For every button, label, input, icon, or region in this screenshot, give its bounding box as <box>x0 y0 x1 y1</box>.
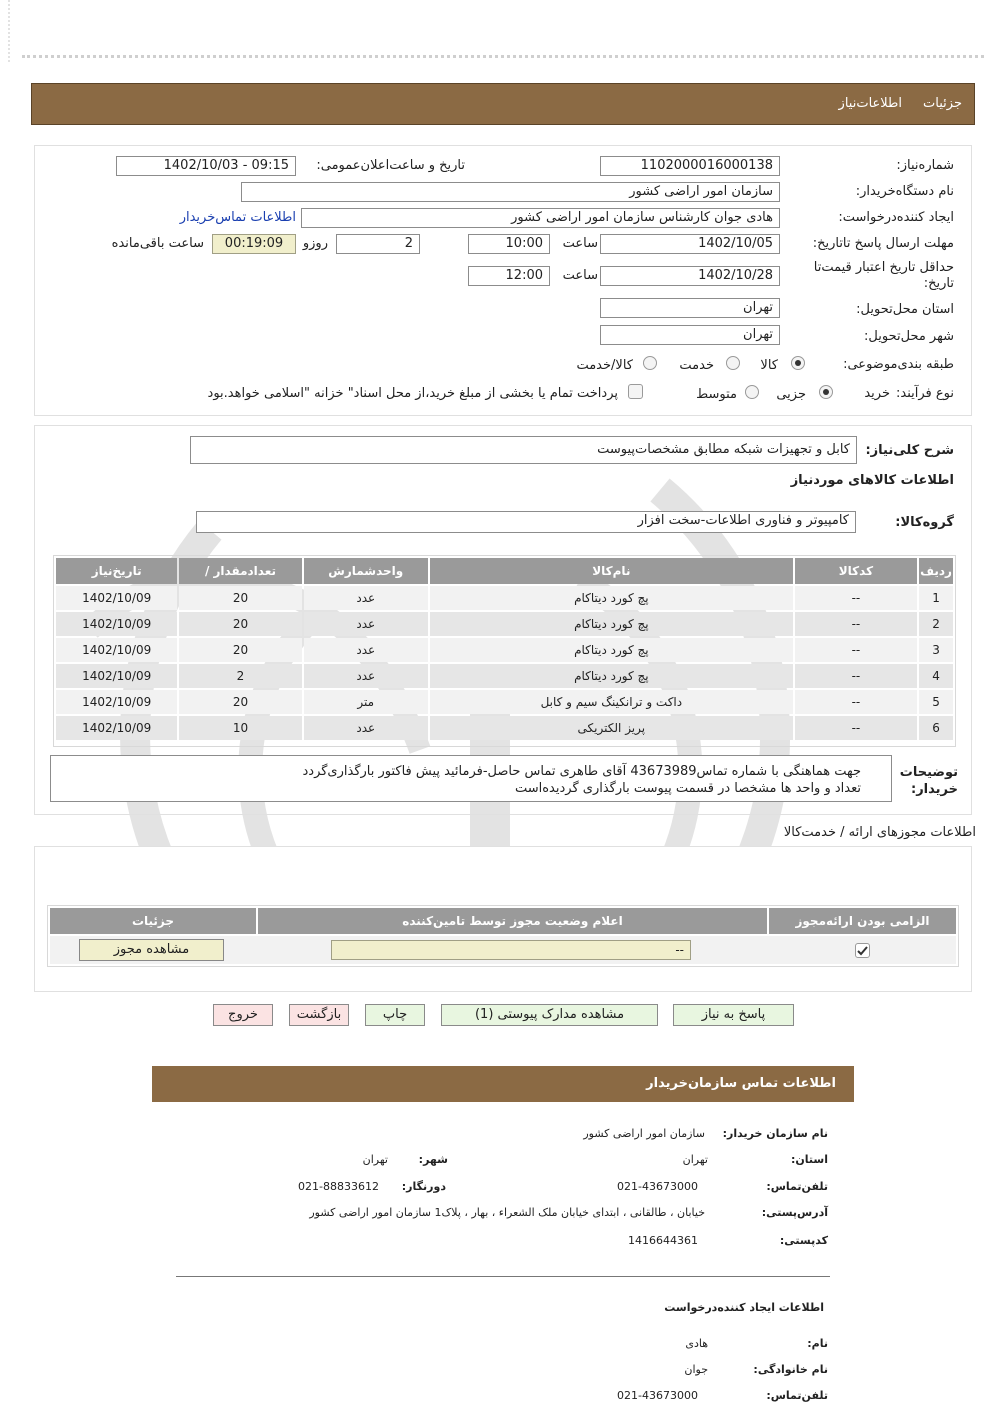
col-quantity: تعدادمقدار / <box>179 558 301 584</box>
print-button[interactable]: چاپ <box>365 1004 425 1026</box>
cell-quantity: 20 <box>179 612 301 636</box>
city-label: شهر محل‌تحویل: <box>864 329 954 344</box>
buyer-org-field: سازمان امور اراضی کشور <box>241 182 780 202</box>
col-name: نام‌کالا <box>430 558 793 584</box>
cell-unit: عدد <box>304 664 428 688</box>
treasury-payment-note: پرداخت تمام یا بخشی از مبلغ خرید،از محل اسناد" خزانه "اسلامی خواهد.بود <box>207 386 618 401</box>
process-medium-label: متوسط <box>696 387 737 402</box>
process-type-label: نوع فرآیند: <box>896 386 954 401</box>
cell-row: 1 <box>919 586 953 610</box>
cell-need-date: 1402/10/09 <box>56 638 177 662</box>
contact-divider <box>176 1276 830 1277</box>
cell-name: داکت و ترانکینگ سیم و کابل <box>430 690 793 714</box>
creator-label: ایجاد کننده‌درخواست: <box>838 210 954 225</box>
table-row <box>56 638 953 662</box>
contact-org-value: سازمان امور اراضی کشور <box>583 1127 705 1140</box>
category-goods-service-label: کالا/خدمت <box>576 358 633 373</box>
buyer-contact-link[interactable]: اطلاعات تماس‌خریدار <box>179 210 296 225</box>
buyer-notes-line-2: تعداد و واحد ها مشخصا در قسمت پیوست بارگذاری گردیده‌است <box>514 781 861 796</box>
col-permit-details: جزئیات <box>50 908 256 934</box>
cell-code: -- <box>795 716 917 740</box>
permit-required-checkbox <box>855 943 870 958</box>
table-row <box>56 612 953 636</box>
tab-details[interactable]: جزئیات <box>923 96 962 111</box>
cell-need-date: 1402/10/09 <box>56 612 177 636</box>
cell-unit: عدد <box>304 586 428 610</box>
goods-group-field: کامپیوتر و فناوری اطلاعات-سخت افزار <box>196 511 856 533</box>
remaining-time-label: ساعت باقی‌مانده <box>111 236 204 251</box>
contact-org-label: نام سازمان خریدار: <box>722 1127 828 1140</box>
cell-unit: عدد <box>304 716 428 740</box>
price-validity-label: حداقل تاریخ اعتبار قیمت‌تا تاریخ: <box>813 260 954 291</box>
reply-time-label: ساعت <box>562 236 598 251</box>
contact-province-value: تهران <box>682 1153 708 1166</box>
contact-province-label: استان: <box>791 1153 828 1166</box>
cell-row: 6 <box>919 716 953 740</box>
category-service-radio[interactable] <box>726 356 740 370</box>
creator-name-label: نام: <box>807 1337 828 1350</box>
announce-date-label: تاریخ و ساعت‌اعلان‌عمومی: <box>316 158 465 173</box>
contact-fax-label: دورنگار: <box>401 1180 446 1193</box>
creator-family-value: جوان <box>684 1363 708 1376</box>
treasury-payment-checkbox[interactable] <box>628 384 643 399</box>
price-validity-time-field: 12:00 <box>468 266 550 286</box>
cell-need-date: 1402/10/09 <box>56 586 177 610</box>
table-row <box>56 690 953 714</box>
cell-name: پچ کورد دیتاکام <box>430 612 793 636</box>
reply-deadline-label: مهلت ارسال پاسخ تا‌تاریخ: <box>812 236 954 251</box>
cell-quantity: 20 <box>179 586 301 610</box>
goods-table-frame <box>53 555 956 747</box>
permits-table <box>47 905 959 967</box>
cell-row: 2 <box>919 612 953 636</box>
cell-quantity: 20 <box>179 638 301 662</box>
buyer-notes-label: توضیحات خریدار: <box>899 765 958 797</box>
contact-fax-value: 021-88833612 <box>298 1180 379 1193</box>
checkmark-icon <box>856 944 869 957</box>
cell-name: پچ کورد دیتاکام <box>430 586 793 610</box>
category-goods-service-radio[interactable] <box>643 356 657 370</box>
buyer-contact-header <box>152 1066 854 1102</box>
category-service-label: خدمت <box>679 358 714 373</box>
page-title-bar <box>31 83 975 125</box>
buyer-org-label: نام دستگاه‌خریدار: <box>855 184 954 199</box>
buyer-contact-title: اطلاعات تماس سازمان‌خریدار <box>646 1076 836 1091</box>
category-label: طبقه بندی‌موضوعی: <box>843 357 954 372</box>
contact-address-value: خیابان ، طالقانی ، ابتدای خیابان ملک الشعراء ، بهار ، پلاک1 سازمان امور اراضی کشور <box>309 1206 705 1219</box>
contact-postal-label: کد‌پستی: <box>779 1234 828 1247</box>
contact-postal-value: 1416644361 <box>628 1234 698 1247</box>
creator-name-value: هادی <box>685 1337 708 1350</box>
buyer-notes-line-1: جهت هماهنگی با شماره تماس43673989 آقای طاهری تماس حاصل-فرمائید پیش فاکتور بارگذاری‌گردد <box>302 764 861 779</box>
reply-date-field: 1402/10/05 <box>600 234 780 254</box>
reply-to-need-button[interactable]: پاسخ به نیاز <box>673 1004 794 1026</box>
city-field: تهران <box>600 325 780 345</box>
contact-city-value: تهران <box>362 1153 388 1166</box>
process-partial-label: جزیی <box>776 387 806 402</box>
cell-quantity: 20 <box>179 690 301 714</box>
cell-unit: عدد <box>304 612 428 636</box>
cell-code: -- <box>795 638 917 662</box>
page-edge-decoration <box>8 0 10 62</box>
process-buy-label: خرید <box>864 386 890 401</box>
creator-family-label: نام خانوادگی: <box>753 1363 828 1376</box>
buyer-notes-field <box>50 755 892 802</box>
province-field: تهران <box>600 298 780 318</box>
contact-city-label: شهر: <box>418 1153 448 1166</box>
goods-table <box>54 556 955 742</box>
province-label: استان محل‌تحویل: <box>856 302 954 317</box>
price-validity-date-field: 1402/10/28 <box>600 266 780 286</box>
exit-button[interactable]: خروج <box>213 1004 273 1026</box>
col-permit-required: الزامی بودن ارائه‌مجوز <box>769 908 956 934</box>
col-code: کدکالا <box>795 558 917 584</box>
contact-phone-value: 021-43673000 <box>617 1180 698 1193</box>
col-unit: واحدشمارش <box>304 558 428 584</box>
cell-row: 4 <box>919 664 953 688</box>
announce-date-field: 1402/10/03 - 09:15 <box>116 156 296 176</box>
cell-row: 3 <box>919 638 953 662</box>
cell-unit: عدد <box>304 638 428 662</box>
cell-name: پریز الکتریکی <box>430 716 793 740</box>
creator-phone-label: تلفن‌تماس: <box>766 1389 828 1402</box>
reply-time-field: 10:00 <box>468 234 550 254</box>
need-number-label: شماره‌نیاز: <box>896 158 954 173</box>
category-goods-radio[interactable] <box>791 356 805 370</box>
cell-quantity: 2 <box>179 664 301 688</box>
contact-address-label: آدرس‌پستی: <box>761 1206 828 1219</box>
view-permit-button[interactable]: مشاهده مجوز <box>79 939 224 961</box>
cell-need-date: 1402/10/09 <box>56 716 177 740</box>
col-row: ردیف <box>919 558 953 584</box>
col-need-date: تاریخ‌نیاز <box>56 558 177 584</box>
cell-quantity: 10 <box>179 716 301 740</box>
cell-code: -- <box>795 664 917 688</box>
permits-title: اطلاعات مجوزهای ارائه / خدمت‌کالا <box>783 825 976 840</box>
general-desc-field: کابل و تجهیزات شبکه مطابق مشخصات‌پیوست <box>190 436 857 464</box>
cell-name: پچ کورد دیتاکام <box>430 638 793 662</box>
days-field: 2 <box>336 234 420 254</box>
goods-info-title: اطلاعات کالاهای موردنیاز <box>790 473 954 488</box>
tab-need-info[interactable]: اطلاعات‌نیاز <box>838 96 902 111</box>
creator-field: هادی جوان کارشناس سازمان امور اراضی کشور <box>301 208 780 228</box>
creator-info-title: اطلاعات ایجاد کننده‌درخواست <box>664 1301 824 1314</box>
cell-code: -- <box>795 586 917 610</box>
contact-phone-label: تلفن‌تماس: <box>766 1180 828 1193</box>
cell-code: -- <box>795 612 917 636</box>
table-row <box>56 664 953 688</box>
process-partial-radio[interactable] <box>819 385 833 399</box>
days-label: روزو <box>302 236 328 251</box>
price-validity-time-label: ساعت <box>562 268 598 283</box>
creator-phone-value: 021-43673000 <box>617 1389 698 1402</box>
cell-code: -- <box>795 690 917 714</box>
remaining-time-field: 00:19:09 <box>212 234 296 254</box>
cell-name: پچ کورد دیتاکام <box>430 664 793 688</box>
permit-status-field: -- <box>331 940 691 960</box>
goods-table-header <box>56 558 953 584</box>
process-medium-radio[interactable] <box>745 385 759 399</box>
cell-need-date: 1402/10/09 <box>56 664 177 688</box>
cell-row: 5 <box>919 690 953 714</box>
col-permit-status: اعلام وضعیت مجوز توسط تامین‌کننده <box>258 908 767 934</box>
general-desc-label: شرح کلی‌نیاز: <box>865 443 954 458</box>
page-top-divider <box>22 55 984 58</box>
goods-group-label: گروه‌کالا: <box>895 515 954 530</box>
cell-unit: متر <box>304 690 428 714</box>
view-attachments-button[interactable]: مشاهده مدارک پیوستی (1) <box>441 1004 658 1026</box>
table-row <box>56 716 953 740</box>
back-button[interactable]: بازگشت <box>289 1004 349 1026</box>
need-number-field: 1102000016000138 <box>600 156 780 176</box>
category-goods-label: کالا <box>760 358 778 373</box>
cell-need-date: 1402/10/09 <box>56 690 177 714</box>
table-row <box>56 586 953 610</box>
